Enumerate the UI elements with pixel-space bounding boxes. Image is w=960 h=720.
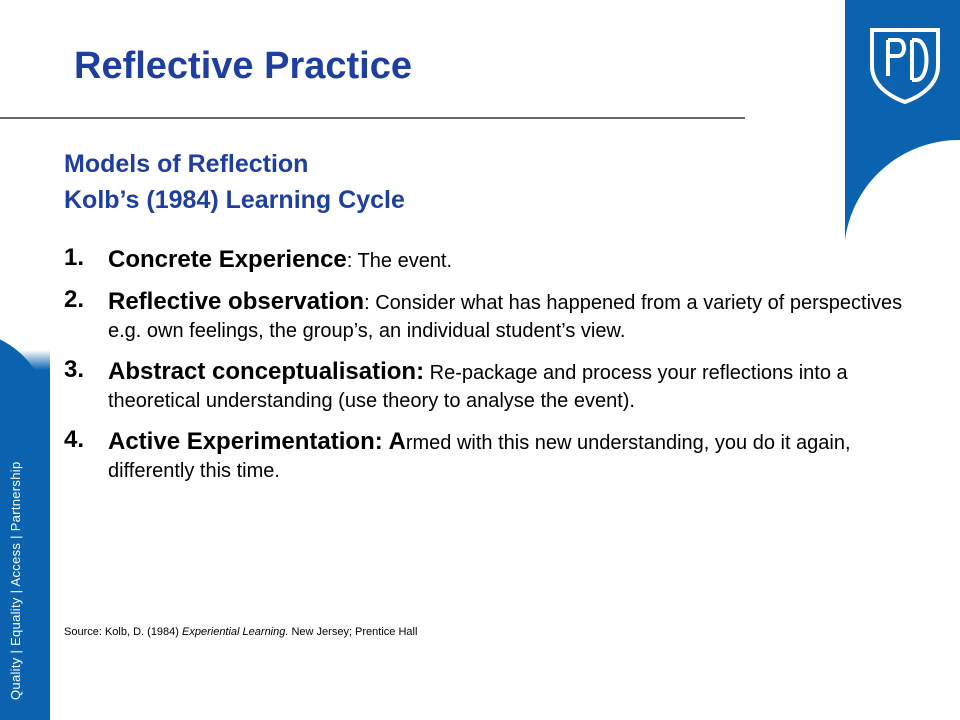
side-motto: Quality | Equality | Access | Partnership [8,461,23,700]
list-item-heading: Reflective observation [108,288,365,315]
source-prefix: Source: Kolb, D. (1984) [64,626,183,638]
list-item-text: The event. [357,250,453,272]
list-item-text: Consider what has happened from a variety of perspectives e.g. own feelings, the group’s, an individual student’s view. [108,292,903,342]
source-title: Experiential Learning. [182,626,289,638]
shield-logo-icon [864,22,946,104]
left-accent-band [0,0,50,720]
page-title: Reflective Practice [74,45,412,87]
list-item-text: Re-package and process your reflections into a theoretical understanding (use theory to analyse the event). [108,362,848,412]
title-divider [0,117,745,119]
list-item-number: 1. [64,244,85,271]
subtitle-line-2: Kolb’s (1984) Learning Cycle [64,186,405,214]
list-item [64,288,924,345]
list-item-text: rmed with this new understanding, you do it again, differently this time. [108,432,851,482]
subtitle [64,146,405,218]
list-item [64,246,924,275]
list-item-number: 3. [64,356,85,383]
source-suffix: New Jersey; Prentice Hall [288,626,418,638]
list-item [64,358,924,415]
subtitle-line-1: Models of Reflection [64,150,309,178]
list-item-number: 4. [64,426,85,453]
list-item-heading: Concrete Experience [108,246,347,273]
left-accent-curve [0,330,50,420]
list-item-number: 2. [64,286,85,313]
list-item-heading: Abstract conceptualisation: [108,358,425,385]
list-item-separator: : [346,250,358,272]
source-citation [64,626,417,638]
kolb-cycle-list [64,246,924,498]
list-item [64,428,924,485]
list-item-heading: Active Experimentation: A [108,428,406,455]
list-item-separator: : [364,292,376,314]
